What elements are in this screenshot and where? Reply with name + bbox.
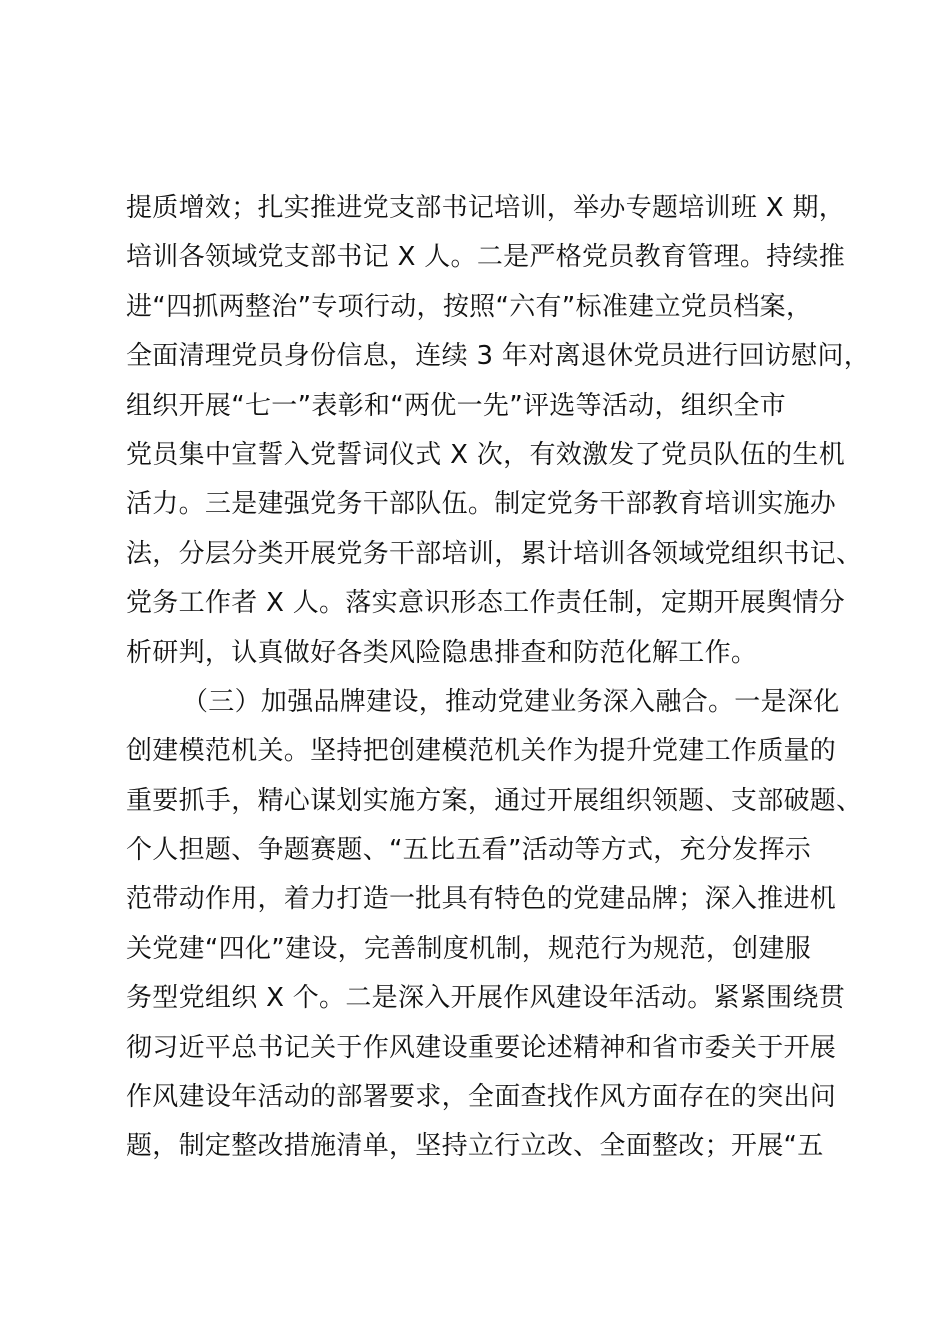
text-line: 范带动作用，着力打造一批具有特色的党建品牌；深入推进机 <box>126 884 837 915</box>
text-line: 培训各领域党支部书记 X 人。二是严格党员教育管理。持续推 <box>126 242 846 273</box>
text-line: 析研判，认真做好各类风险隐患排查和防范化解工作。 <box>126 637 758 668</box>
text-line: 创建模范机关。坚持把创建模范机关作为提升党建工作质量的 <box>126 736 837 767</box>
text-line: 务型党组织 X 个。二是深入开展作风建设年活动。紧紧围绕贯 <box>126 983 846 1014</box>
text-line: 党员集中宣誓入党誓词仪式 X 次，有效激发了党员队伍的生机 <box>126 439 846 470</box>
text-line: 组织开展“七一”表彰和“两优一先”评选等活动，组织全市 <box>126 390 786 421</box>
text-line: 全面清理党员身份信息，连续 3 年对离退休党员进行回访慰问， <box>126 341 871 372</box>
text-line: 彻习近平总书记关于作风建设重要论述精神和省市委关于开展 <box>126 1032 837 1063</box>
text-line: 党务工作者 X 人。落实意识形态工作责任制，定期开展舆情分 <box>126 588 846 619</box>
body-text <box>126 184 871 1172</box>
text-line: 活力。三是建强党务干部队伍。制定党务干部教育培训实施办 <box>126 489 837 520</box>
text-line: 进“四抓两整治”专项行动，按照“六有”标准建立党员档案， <box>126 291 813 322</box>
text-line: 关党建“四化”建设，完善制度机制，规范行为规范，创建服 <box>126 933 812 964</box>
text-line: 重要抓手，精心谋划实施方案，通过开展组织领题、支部破题、 <box>126 785 863 816</box>
text-line: 法，分层分类开展党务干部培训，累计培训各领域党组织书记、 <box>126 538 863 569</box>
section-heading-line: （三）加强品牌建设，推动党建业务深入融合。一是深化 <box>182 686 840 717</box>
text-line: 题，制定整改措施清单，坚持立行立改、全面整改；开展“五 <box>126 1131 824 1162</box>
text-line: 个人担题、争题赛题、“五比五看”活动等方式，充分发挥示 <box>126 835 812 866</box>
text-line: 作风建设年活动的部署要求，全面查找作风方面存在的突出问 <box>126 1082 837 1113</box>
text-line: 提质增效；扎实推进党支部书记培训，举办专题培训班 X 期， <box>126 193 846 223</box>
